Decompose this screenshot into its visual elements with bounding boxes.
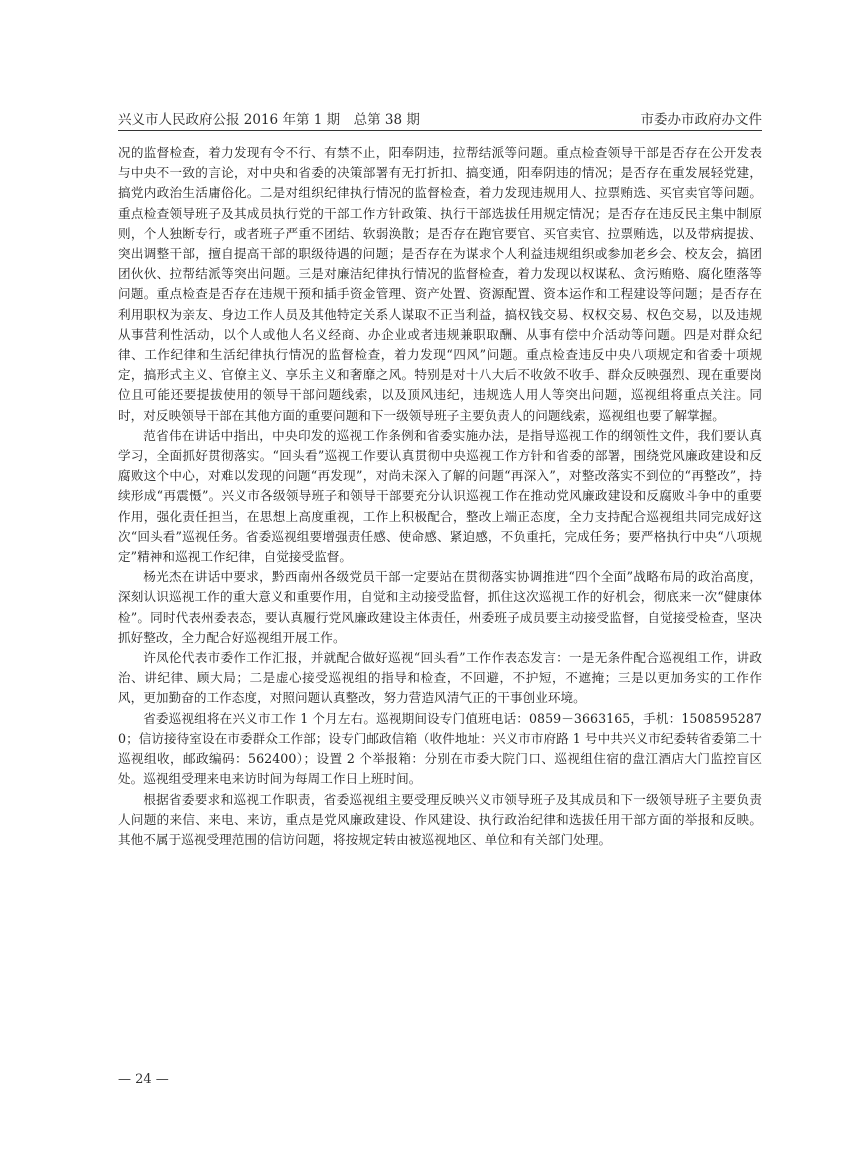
paragraph-3: 杨光杰在讲话中要求，黔西南州各级党员干部一定要站在贯彻落实协调推进“四个全面”战略布局的政治高度，深刻认识巡视工作的重大意义和重要作用，自觉和主动接受监督，抓住这次巡视工作的好机会，彻底来一次“健康体检”。同时代表州委表态，要认真履行党风廉政建设主体责任，州委班子成员要主动接受监督，自觉接受检查，坚决抓好整改，全力配合好巡视组开展工作。 <box>118 569 762 645</box>
page-number: — 24 — <box>118 1072 169 1087</box>
publication-title: 兴义市人民政府公报 2016 年第 1 期 总第 38 期 <box>118 112 420 128</box>
section-title: 市委办市政府办文件 <box>640 112 762 128</box>
paragraph-1: 况的监督检查，着力发现有令不行、有禁不止，阳奉阴违，拉帮结派等问题。重点检查领导干部是否存在公开发表与中央不一致的言论，对中央和省委的决策部署有无打折扣、搞变通，阳奉阴违的情况；是否存在重发展轻党建，搞党内政治生活庸俗化。二是对组织纪律执行情况的监督检查，着力发现违规用人、拉票贿选、买官卖官等问题。重点检查领导班子及其成员执行党的干部工作方针政策、执行干部选拔任用规定情况；是否存在违反民主集中制原则，个人独断专行，或者班子严重不团结、软弱涣散；是否存在跑官要官、买官卖官、拉票贿选，以及带病提拔、突出调整干部，擅自提高干部的职级待遇的问题；是否存在为谋求个人利益违规组织或参加老乡会、校友会，搞团团伙伙、拉帮结派等突出问题。三是对廉洁纪律执行情况的监督检查，着力发现以权谋私、贪污贿赂、腐化堕落等问题。重点检查是否存在违规干预和插手资金管理、资产处置、资源配置、资本运作和工程建设等问题；是否存在利用职权为亲友、身边工作人员及其他特定关系人谋取不正当利益，搞权钱交易、权权交易、权色交易，以及违规从事营利性活动，以个人或他人名义经商、办企业或者违规兼职取酬、从事有偿中介活动等问题。四是对群众纪律、工作纪律和生活纪律执行情况的监督检查，着力发现“四风”问题。重点检查违反中央八项规定和省委十项规定，搞形式主义、官僚主义、享乐主义和奢靡之风。特别是对十八大后不收敛不收手、群众反映强烈、现在重要岗位且可能还要提拔使用的领导干部问题线索，以及顶风违纪，违规选人用人等突出问题，巡视组将重点关注。同时，对反映领导干部在其他方面的重要问题和下一级领导班子主要负责人的问题线索，巡视组也要了解掌握。 <box>118 145 762 423</box>
article-body <box>118 143 762 850</box>
header-divider <box>118 130 762 131</box>
page-header <box>118 106 762 128</box>
paragraph-4: 许凤伦代表市委作工作汇报，并就配合做好巡视“回头看”工作作表态发言：一是无条件配合巡视组工作，讲政治、讲纪律、顾大局；二是虚心接受巡视组的指导和检查，不回避，不护短，不遮掩；三是以更加务实的工作作风，更加勤奋的工作态度，对照问题认真整改，努力营造风清气正的干事创业环境。 <box>118 650 762 706</box>
paragraph-6: 根据省委要求和巡视工作职责，省委巡视组主要受理反映兴义市领导班子及其成员和下一级领导班子主要负责人问题的来信、来电、来访，重点是党风廉政建设、作风建设、执行政治纪律和选拔任用干部方面的举报和反映。其他不属于巡视受理范围的信访问题，将按规定转由被巡视地区、单位和有关部门处理。 <box>118 791 762 847</box>
paragraph-2: 范省伟在讲话中指出，中央印发的巡视工作条例和省委实施办法，是指导巡视工作的纲领性文件，我们要认真学习，全面抓好贯彻落实。“回头看”巡视工作要认真贯彻中央巡视工作方针和省委的部署，围绕党风廉政建设和反腐败这个中心，对难以发现的问题“再发现”，对尚未深入了解的问题“再深入”，对整改落实不到位的“再整改”，持续形成“再震慑”。兴义市各级领导班子和领导干部要充分认识巡视工作在推动党风廉政建设和反腐败斗争中的重要作用，强化责任担当，在思想上高度重视，工作上积极配合，整改上端正态度，全力支持配合巡视组共同完成好这次“回头看”巡视任务。省委巡视组要增强责任感、使命感、紧迫感，不负重托，完成任务；要严格执行中央“八项规定”精神和巡视工作纪律，自觉接受监督。 <box>118 427 762 565</box>
paragraph-5: 省委巡视组将在兴义市工作 1 个月左右。巡视期间设专门值班电话：0859－3663165，手机：15085952870；信访接待室设在市委群众工作部；设专门邮政信箱（收件地址：兴义市市府路 1 号中共兴义市纪委转省委第二十巡视组收，邮政编码：562400）；设置 2 个举报箱：分别在市委大院门口、巡视组住宿的盘江酒店大门监控盲区处。巡视组受理来电来访时间为每周工作日上班时间。 <box>118 710 762 787</box>
